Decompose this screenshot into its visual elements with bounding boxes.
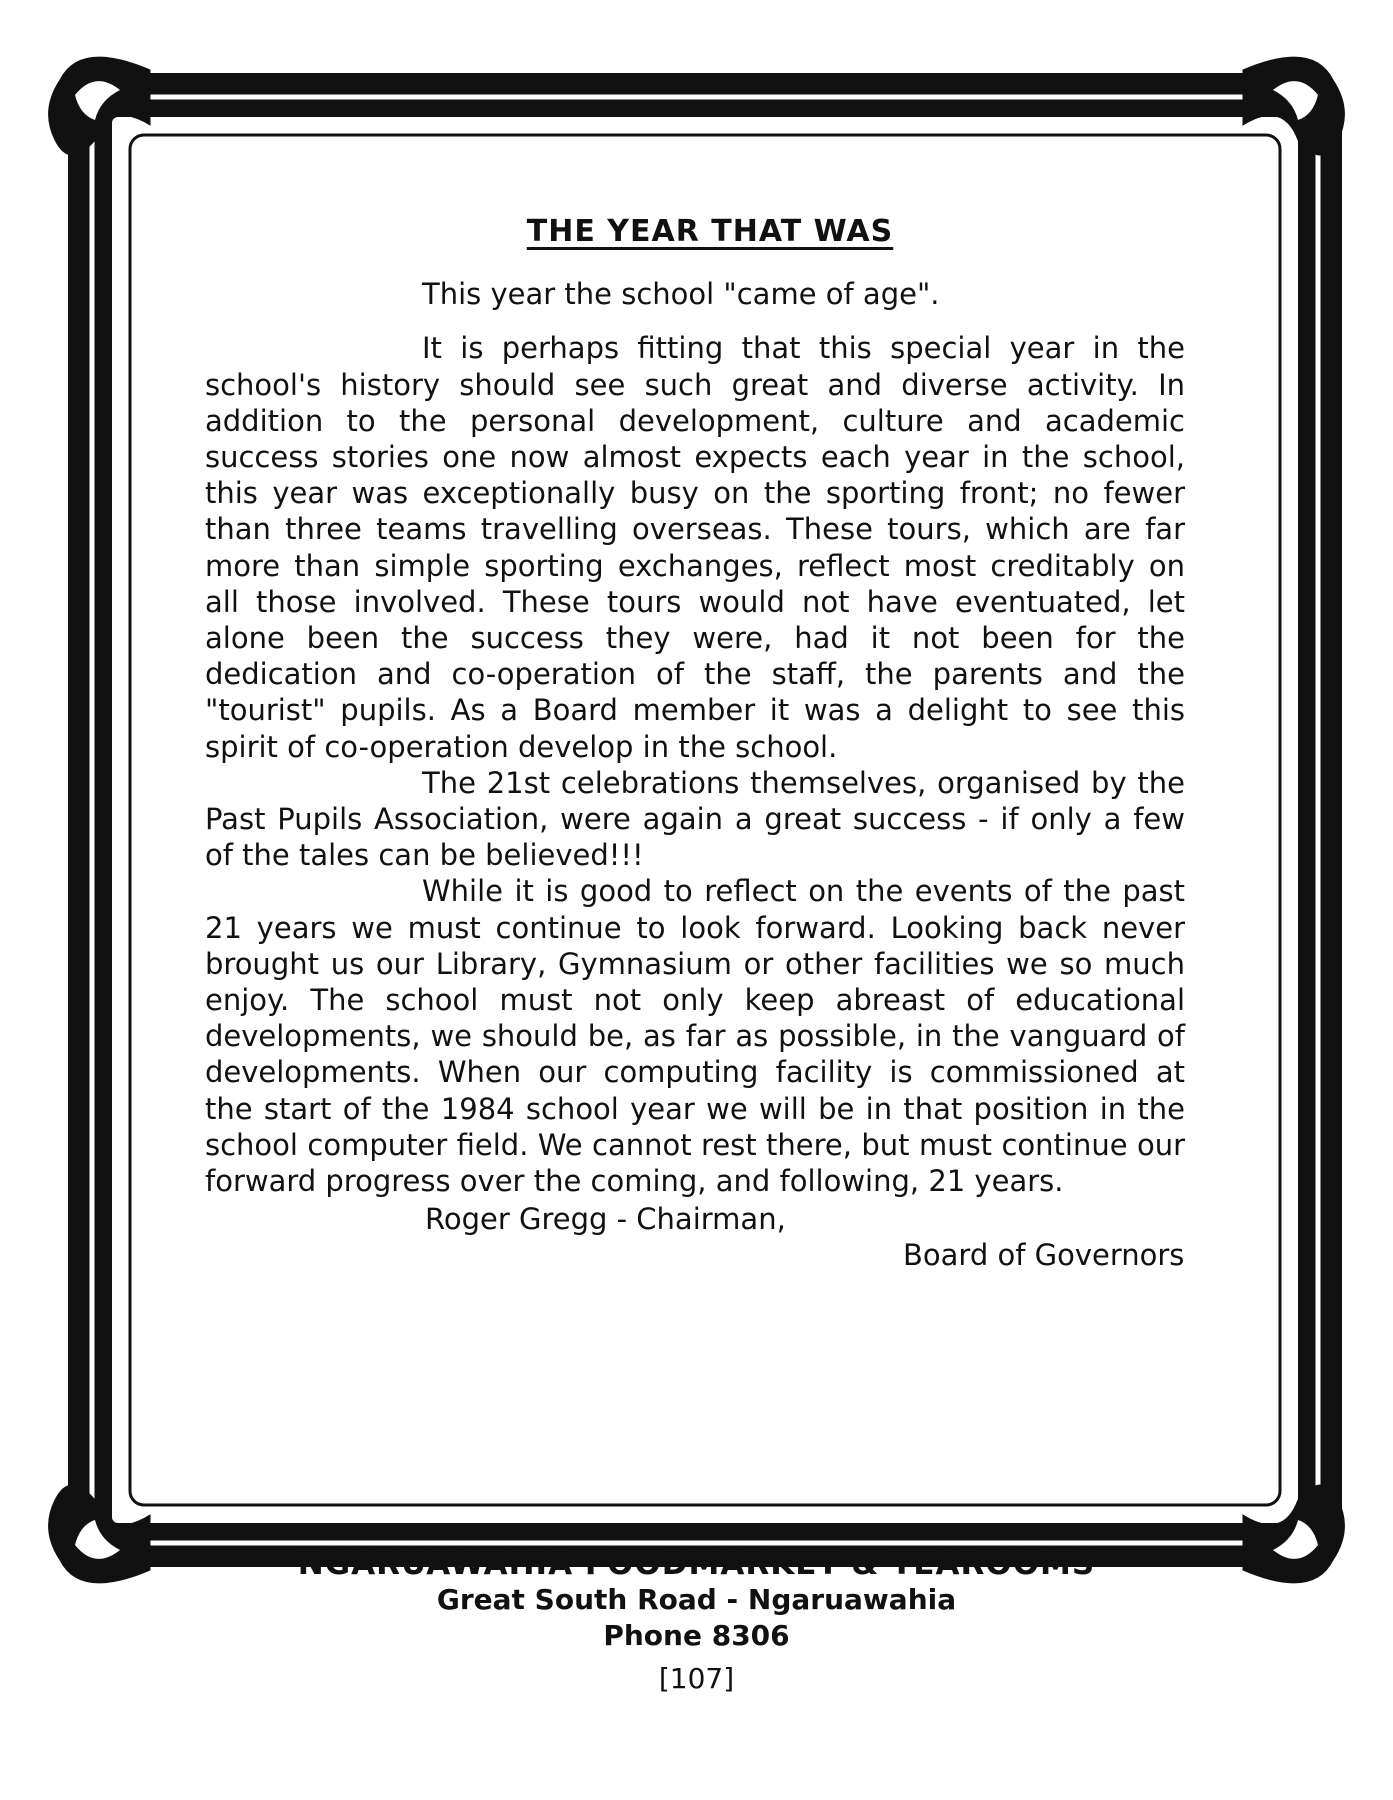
signature-block: [205, 1201, 1185, 1273]
article-title: THE YEAR THAT WAS: [526, 214, 894, 249]
business-name: NGARUAWAHIA FOODMARKET & TEAROOMS: [297, 1546, 1096, 1582]
advertisement-footer: [0, 1546, 1393, 1698]
signature-name: Roger Gregg - Chairman,: [425, 1202, 786, 1237]
corner-ornament-top-right: [1243, 57, 1344, 155]
paragraph-2: The 21st celebrations themselves, organised by the Past Pupils Association, were again a great success - if only a few of the tales can be believed!!!: [205, 765, 1185, 873]
intro-line: This year the school "came of age".: [422, 277, 940, 312]
signature-title: Board of Governors: [903, 1238, 1185, 1273]
business-address: Great South Road - Ngaruawahia: [436, 1583, 957, 1616]
paragraph-3: While it is good to reflect on the events of the past 21 years we must continue to look forward. Looking back never brought us our Library, Gymnasium or other facilities we so much enjoy. The school must not only keep abreast of educational developments, we should be, as far as possible, in the vanguard of developments. When our computing facility is commissioned at the start of the 1984 school year we will be in that position in the school computer field. We cannot rest there, but must continue our forward progress over the coming, and following, 21 years.: [205, 874, 1185, 1199]
business-phone: Phone 8306: [603, 1619, 790, 1652]
article-body: [205, 200, 1185, 1274]
page-number: [107]: [658, 1662, 735, 1695]
paragraph-1: It is perhaps fitting that this special year in the school's history should see such great and diverse activity. In addition to the personal development, culture and academic success stories one now almost expects each year in the school, this year was exceptionally busy on the sporting front; no fewer than three teams travelling overseas. These tours, which are far more than simple sporting exchanges, reflect most creditably on all those involved. These tours would not have eventuated, let alone been the success they were, had it not been for the dedication and co-operation of the staff, the parents and the "tourist" pupils. As a Board member it was a delight to see this spirit of co-operation develop in the school.: [205, 331, 1185, 764]
